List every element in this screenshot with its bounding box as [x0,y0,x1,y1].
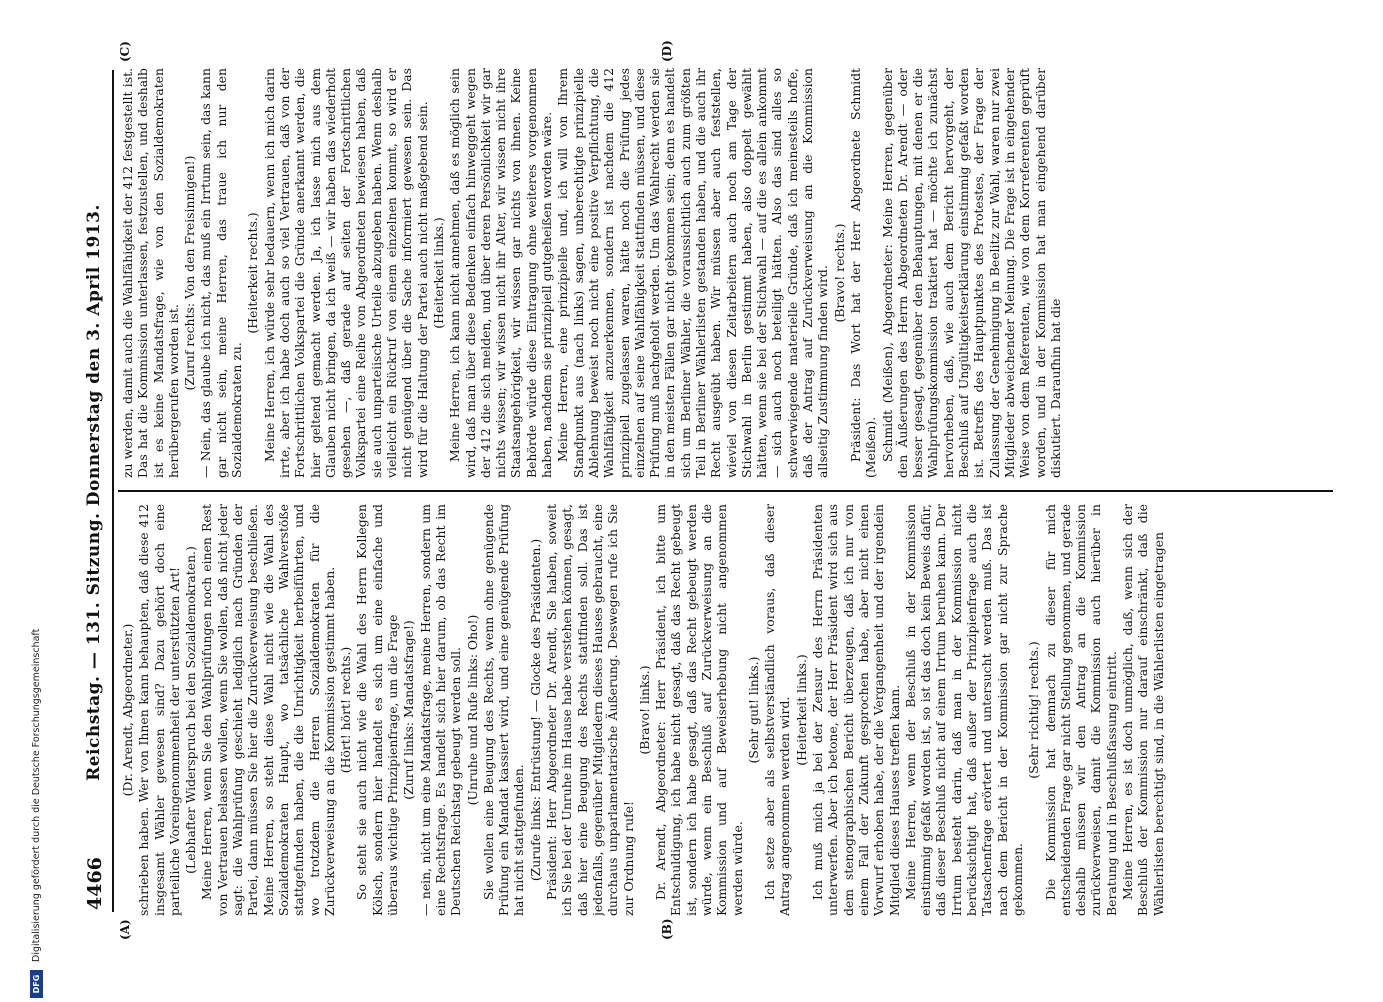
header-rule [112,70,114,912]
interjection: (Zuruf rechts: Von den Freisinnigen!) [182,155,198,391]
interjection: (Sehr gut! links.) [745,656,761,764]
paragraph: Meine Herren, wenn der Beschluß in der Kommission einstimmig gefaßt worden ist, so ist das doch kein Beweis dafür, daß dieser Beschluß nicht auf einem Irrtum beruhen kann. Der Irrtum besteht darin, daß man in der Kommission nicht berücksichtigt hat, daß außer der Prinzipienfrage auch die Tatsachenfrage erörtert und untersucht werden muß. Das ist nach dem Bericht in der Kommission gar nicht zur Sprache gekommen. [902,504,1025,916]
speaker-paragraph: Dr. Arendt, Abgeordneter: Herr Präsident, ich bitte um Entschuldigung, ich habe nicht gesagt, daß das Recht gebeugt ist, sondern ich habe gesagt, daß das Recht gebeugt werden würde, wenn ein Beschluß auf Zurückverweisung an die Kommission und auf Beweiserhebung nicht angenommen werden würde. [653,504,745,916]
interjection: (Heiterkeit links.) [793,654,809,766]
right-column [120,68,1332,478]
margin-letter-b: (B) [660,918,674,940]
interjection: (Heiterkeit links.) [430,217,446,329]
president-remark: Präsident: Das Wort hat der Herr Abgeordnete Schmidt (Meißen). [847,68,879,478]
paragraph: — nein, nicht um eine Mandatsfrage, meine Herren, sondern um eine Rechtsfrage. Es handelt sich hier darum, ob das Recht im Deutschen Reichstag gebeugt werden soll. [417,504,464,916]
paragraph: So steht sie auch nicht wie die Wahl des Herrn Kollegen Kölsch, sondern hier handelt es sich um eine einfache und überaus wichtige Prinzipienfrage, um die Frage [354,504,401,916]
interjection: (Lebhafter Widerspruch bei den Sozialdemokraten.) [183,546,199,874]
margin-letter-a: (A) [118,919,132,940]
paragraph: Ich muß mich ja bei der Zensur des Herrn Präsidenten unterwerfen. Aber ich betone, der Herr Präsident wird sich aus dem stenographischen Bericht überzeugen, daß ich nur von einem Fall der Zukunft gesprochen habe, aber nicht einen Vorwurf erhoben habe, der die Vergangenheit und der irgendein Mitglied dieses Hauses treffen kann. [810,504,902,916]
interjection: (Bravo! links.) [636,665,652,755]
page-number: 4466 [84,857,106,910]
paragraph: Meine Herren, wenn Sie den Wahlprüfungen noch einen Rest von Vertrauen belassen wollen, wenn Sie wollen, daß nicht jeder sagt: die Wahlprüfung geschieht lediglich nach Gründen der Partei, dann müssen Sie hier die Zurückverweisung beschließen. Meine Herren, so steht diese Wahl nicht wie die Wahl des Sozialdemokraten Haupt, wo tatsächliche Wahlverstöße stattgefunden haben, die die Unrichtigkeit herbeiführten, und wo trotzdem die Herren Sozialdemokraten für die Zurückverweisung an die Kommission gestimmt haben. [199,504,337,916]
president-remark: Präsident: Herr Abgeordneter Dr. Arendt, Sie haben, soweit ich Sie bei der Unruhe im Hause habe verstehen können, gesagt, daß hier eine Beugung des Rechts stattfinden soll. Das ist jedenfalls, gegenüber Mitgliedern dieses Hauses gebraucht, eine durchaus unparlamentarische Äußerung. Deswegen rufe ich Sie zur Ordnung rufe! [544,504,636,916]
page-title: Reichstag. — 131. Sitzung. Donnerstag den 3. April 1913. [84,204,104,781]
left-column [120,504,1332,916]
column-divider [118,490,1333,492]
paragraph: Meine Herren, eine prinzipielle und, ich will von Ihrem Standpunkt aus (nach links) sagen, unberechtigte prinzipielle Ablehnung beweist noch nicht eine positive Verpflichtung, die Wahlfähigkeit anzuerkennen, sondern ist nachdem die 412 prinzipiell zugelassen waren, hätte noch die Prüfung jedes einzelnen auf seine Wahlfähigkeit stattfinden müssen, und diese Prüfung muß nachgeholt werden. Um das Wahlrecht werden sie in den meisten Fällen gar nicht gekommen sein; denn es handelt sich um Berliner Wähler, die voraussichtlich auch zum größten Teil in Berliner Wählerlisten gestanden haben, und die auch ihr Recht ausgeübt haben. Wir müssen aber auch feststellen, wieviel von diesen Zeitarbeitern auch noch am Tage der Stichwahl in Berlin gestimmt haben, also doppelt gewählt hätten, wenn sie bei der Stichwahl — auf die es allein ankommt — sich auch noch beteiligt hätten. Also das sind alles so schwerwiegende materielle Gründe, daß ich meinesteils hoffe, daß der Antrag auf Zurückverweisung an die Kommission allseitig Zustimmung finden wird. [555,68,831,478]
paragraph: Meine Herren, ich kann nicht annehmen, daß es möglich sein wird, daß man über diese Bedenken einfach hinweggeht wegen der 412 die sich melden, und über deren Persönlichkeit wir gar nichts wissen; wir wissen nicht ihr Alter, wir wissen nicht ihre Staatsangehörigkeit, wir wissen gar nichts von ihnen. Keine Behörde würde diese Eintragung ohne weiteres vorgenommen haben, nachdem sie prinzipiell gutgeheißen worden wäre. [447,68,555,478]
interjection: (Hört! hört! rechts.) [338,646,354,774]
dfg-logo: DFG [30,970,43,998]
paragraph: zu werden, damit auch die Wahlfähigkeit der 412 festgestellt ist. Das hat die Kommission unterlassen, festzustellen, und deshalb ist es keine Mandatsfrage, wie von den Sozialdemokraten herübergerufen worden ist. [120,68,181,478]
footer-credit [30,42,44,1002]
page-header [84,75,110,910]
paragraph: — Nein, das glaube ich nicht, das muß ein Irrtum sein, das kann gar nicht sein, meine Herren, das traue ich nur den Sozialdemokraten zu. [198,68,245,478]
interjection: (Sehr richtig! rechts.) [1026,641,1042,779]
interjection: (Heiterkeit rechts.) [245,212,261,334]
funding-note: Digitalisierung gefördert durch die Deutsche Forschungsgemeinschaft [31,628,42,962]
paragraph: Die Kommission hat demnach zu dieser für mich entscheidenden Frage gar nicht Stellung genommen, und gerade deshalb müssen wir den Antrag an die Kommission zurückverweisen, damit die Kommission auch hierüber in Beratung und in Beschlußfassung eintritt. [1042,504,1119,916]
margin-letter-c: (C) [118,41,132,62]
speaker-note: (Dr. Arendt, Abgeordneter.) [120,623,135,797]
interjection: (Zuruf links: Mandatsfrage!) [401,620,417,800]
paragraph: schrieben haben. Wer von Ihnen kann behaupten, daß diese 412 insgesamt Wähler gewesen sind? Dazu gehört doch eine parteiliche Voreingenommenheit der unterstützten Art! [136,504,182,916]
paragraph: Ich setze aber als selbstverständlich voraus, daß dieser Antrag angenommen werden wird. [762,504,793,916]
paragraph: Sie wollen eine Beugung des Rechts, wenn ohne genügende Prüfung ein Mandat kassiert wird, und eine genügende Prüfung hat nicht stattgefunden. [480,504,527,916]
margin-letter-d: (D) [660,40,674,62]
speaker-paragraph: Schmidt (Meißen), Abgeordneter: Meine Herren, gegenüber den Äußerungen des Herrn Abgeordneten Dr. Arendt — oder besser gesagt, gegenüber den Behauptungen, mit denen er die Wahlprüfungskommission traktiert hat — möchte ich zunächst hervorheben, daß, wie auch dem Bericht hervorgeht, der Beschluß auf Ungültigkeitserklärung einstimmig gefaßt worden ist. Betreffs des Hauptpunktes des Protestes, der Frage der Zulassung der Genehmigung in Beelitz zur Wahl, waren nur zwei Mitglieder abweichender Meinung. Die Frage ist in eingehender Weise von dem Referenten, wie von dem Korreferenten geprüft worden, und in der Kommission hat man eingehend darüber diskutiert. Daraufhin hat die [879,68,1063,478]
interjection: (Unruhe und Rufe links: Oho!) [464,614,480,806]
paragraph: Meine Herren, ich würde sehr bedauern, wenn ich mich darin irrte, aber ich habe doch auch so viel Vertrauen, daß von der Fortschrittlichen Volkspartei die Gründe anerkannt werden, die hier geltend gemacht werden. Ja, ich lasse mich aus dem Glauben nicht bringen, da ich weiß — wir haben das wiederholt gesehen —, daß gerade auf seiten der Fortschrittlichen Volkspartei eine Reihe von Abgeordneten bewiesen haben, daß sie auch unparteiische Urteile abzugeben haben. Wenn deshalb vielleicht ein Rückruf von einem einzelnen kommt, so wird er nicht genügend über die Sache informiert gewesen sein. Das wird für die Haltung der Partei auch nicht maßgebend sein. [261,68,430,478]
interjection: (Zurufe links: Entrüstung! — Glocke des Präsidenten.) [527,538,543,882]
interjection: (Bravo! rechts.) [831,223,847,323]
paragraph: Meine Herren, es ist doch unmöglich, daß, wenn sich der Beschluß der Kommission nur darauf einschränkt, daß die Wählerlisten berechtigt sind, in die Wählerlisten eingetragen [1120,504,1166,916]
